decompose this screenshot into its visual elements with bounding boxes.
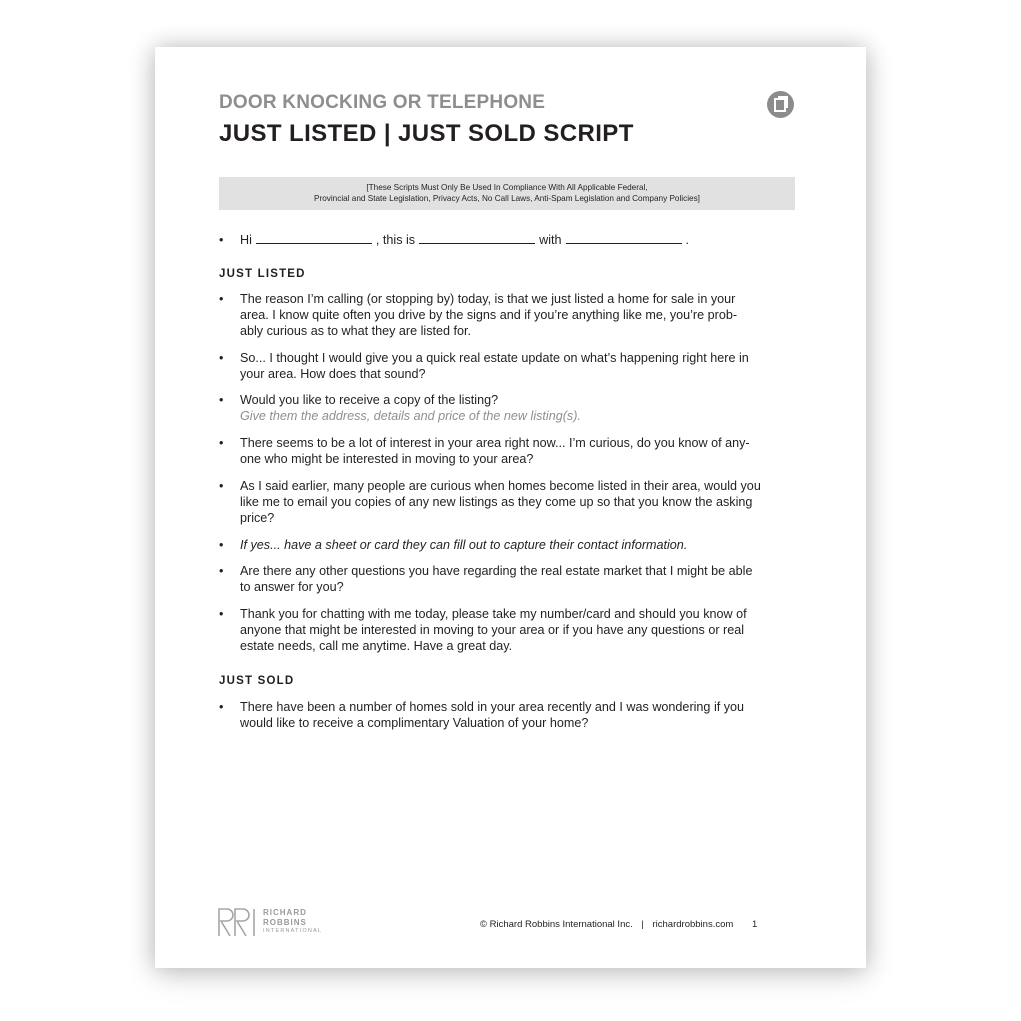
agent-blank bbox=[419, 232, 535, 244]
disclaimer-line-1: [These Scripts Must Only Be Used In Compliance With All Applicable Federal, bbox=[366, 183, 648, 192]
document-page: DOOR KNOCKING OR TELEPHONE JUST LISTED | JUST SOLD SCRIPT [These Scripts Must Only Be Used In Compliance With All Applicable Federal, Provincial and State Legislation, Privacy Acts, No Call Laws, Anti-Spam Legislation and Company Policies] • Hi , this is with . JUST LISTED • The reason I’m calling (or stopping by) today, is that we just listed a home for sale in your area. I know quite often you drive by the signs and if you’re anything like me, you’re prob- ably curious as to what they are listed for. • So... I thought I would give you a quick real estate update on what’s happening right here in your area. How does that sound? • Would you like to receive a copy of the listing? Give them the address, details and price of the new listing(s). • There seems to be a lot of interest in your area right now... I’m curious, do you know of any- one who might be interested in moving to your area? • As I said earlier, many people are curious when homes become listed in their area, would you like me to email you copies of any new listings as they come up so that you know the asking price? • If yes... have a sheet or card they can fill out to capture their contact information. • Are there any other questions you have regarding the real estate market that I might be able to answer for you? • Thank you for chatting with me today, please take my number/card and should you know of anyone that might be interested in moving to your area or if you have any questions or real estate needs, call me anytime. Have a great day. JUST SOLD • There have been a number of homes sold in your area recently and I was wondering if you would like to receive a complimentary Valuation of your home? RICHARD ROBBINS INTERNATIONAL © Richard Robbins International Inc. | richardrobbins.com 1 bbox=[155, 47, 866, 968]
item-line: to answer for you? bbox=[240, 580, 344, 594]
page-kicker: DOOR KNOCKING OR TELEPHONE bbox=[219, 92, 546, 113]
item-line: There have been a number of homes sold in your area recently and I was wondering if you bbox=[240, 700, 745, 714]
document-icon bbox=[767, 91, 794, 118]
item-line: There seems to be a lot of interest in your area right now... I’m curious, do you know of any- bbox=[240, 436, 750, 450]
intro-line bbox=[219, 232, 795, 248]
just-sold-heading: JUST SOLD bbox=[219, 675, 295, 687]
intro-hi: Hi bbox=[240, 233, 252, 247]
item-line: anyone that might be interested in moving to your area or if you have any questions or real bbox=[240, 623, 745, 637]
item-line: ably curious as to what they are listed for. bbox=[240, 324, 472, 338]
item-line: price? bbox=[240, 511, 275, 525]
page-title: JUST LISTED | JUST SOLD SCRIPT bbox=[219, 120, 634, 147]
item-hint: Give them the address, details and price of the new listing(s). bbox=[240, 409, 581, 423]
item-line: The reason I’m calling (or stopping by) today, is that we just listed a home for sale in your bbox=[240, 292, 736, 306]
item-line: one who might be interested in moving to your area? bbox=[240, 452, 534, 466]
item-line: Thank you for chatting with me today, please take my number/card and should you know of bbox=[240, 607, 747, 621]
item-line: like me to email you copies of any new listings as they come up so that you know the asking bbox=[240, 495, 753, 509]
page-footer bbox=[480, 919, 757, 930]
intro-end: . bbox=[685, 233, 690, 247]
page-number: 1 bbox=[751, 919, 758, 930]
item-line: estate needs, call me anytime. Have a great day. bbox=[240, 639, 513, 653]
item-line: As I said earlier, many people are curious when homes become listed in their area, would you bbox=[240, 479, 761, 493]
item-line: area. I know quite often you drive by the signs and if you’re anything like me, you’re prob- bbox=[240, 308, 738, 322]
item-line: So... I thought I would give you a quick real estate update on what’s happening right here in bbox=[240, 351, 749, 365]
item-line: your area. How does that sound? bbox=[240, 367, 426, 381]
rri-logo-mark bbox=[217, 907, 261, 937]
company-blank bbox=[566, 232, 682, 244]
item-line: Would you like to receive a copy of the listing? bbox=[240, 393, 499, 407]
item-line: If yes... have a sheet or card they can fill out to capture their contact information. bbox=[240, 538, 688, 552]
just-listed-heading: JUST LISTED bbox=[219, 268, 306, 280]
intro-this-is: , this is bbox=[375, 233, 416, 247]
item-line: Are there any other questions you have regarding the real estate market that I might be able bbox=[240, 564, 753, 578]
logo-line-2: ROBBINS bbox=[263, 917, 307, 927]
bullet: • bbox=[219, 233, 224, 247]
disclaimer-line-2: Provincial and State Legislation, Privacy Acts, No Call Laws, Anti-Spam Legislation and Company Policies] bbox=[314, 194, 700, 203]
website-link[interactable]: richardrobbins.com bbox=[652, 919, 734, 930]
name-blank bbox=[256, 232, 372, 244]
company-logo bbox=[217, 907, 337, 941]
footer-separator: | bbox=[641, 919, 644, 930]
logo-line-1: RICHARD bbox=[263, 908, 307, 917]
item-line: would like to receive a complimentary Valuation of your home? bbox=[240, 716, 589, 730]
copyright: © Richard Robbins International Inc. bbox=[480, 919, 633, 930]
intro-with: with bbox=[539, 233, 562, 247]
logo-line-3: INTERNATIONAL bbox=[263, 928, 323, 934]
compliance-disclaimer bbox=[219, 177, 795, 210]
